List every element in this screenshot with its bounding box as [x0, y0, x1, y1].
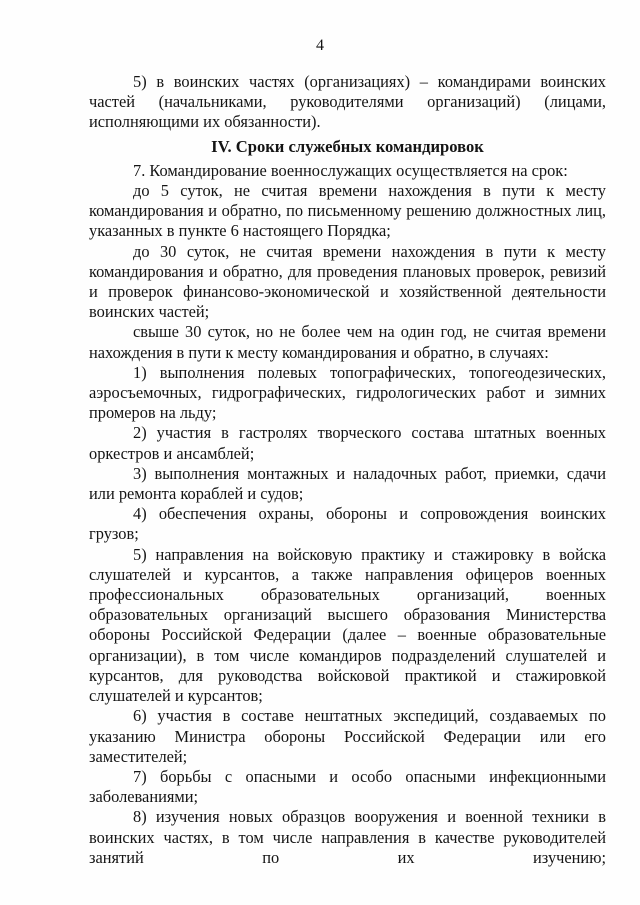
paragraph-authority-item-5: 5) в воинских частях (организациях) – командирами воинских частей (начальниками, руководителями организаций) (лицами, исполняющими их обязанности). [89, 72, 606, 132]
paragraph-term-5-days: до 5 суток, не считая времени нахождения в пути к месту командирования и обратно, по письменному решению должностных лиц, указанных в пункте 6 настоящего Порядка; [89, 181, 606, 241]
list-item-4: 4) обеспечения охраны, обороны и сопровождения воинских грузов; [89, 504, 606, 544]
paragraph-term-30-days: до 30 суток, не считая времени нахождения в пути к месту командирования и обратно, для проведения плановых проверок, ревизий и проверок финансово-экономической и хозяйственной деятельности воинских частей; [89, 241, 606, 322]
paragraph-item-7-intro: 7. Командирование военнослужащих осуществляется на срок: [133, 160, 568, 180]
section-heading: IV. Сроки служебных командировок [211, 136, 484, 156]
list-item-2: 2) участия в гастролях творческого состава штатных военных оркестров и ансамблей; [89, 423, 606, 463]
paragraph-term-over-30-days: свыше 30 суток, но не более чем на один год, не считая времени нахождения в пути к месту командирования и обратно, в случаях: [89, 322, 606, 362]
page-number: 4 [316, 37, 324, 54]
list-item-8: 8) изучения новых образцов вооружения и военной техники в воинских частях, в том числе направления в качестве руководителей занятий по их изучению; [89, 807, 606, 867]
list-item-1: 1) выполнения полевых топографических, топогеодезических, аэросъемочных, гидрографических, гидрологических работ и зимних промеров на льду; [89, 362, 606, 423]
list-item-3: 3) выполнения монтажных и наладочных работ, приемки, сдачи или ремонта кораблей и судов; [89, 463, 606, 504]
page-content [89, 72, 606, 868]
list-item-6: 6) участия в составе нештатных экспедиций, создаваемых по указанию Министра обороны Российской Федерации или его заместителей; [89, 706, 606, 766]
list-item-7: 7) борьбы с опасными и особо опасными инфекционными заболеваниями; [89, 766, 606, 807]
list-item-5: 5) направления на войсковую практику и стажировку в войска слушателей и курсантов, а также направления офицеров военных профессиональных образовательных организаций, военных образовательных организаций высшего образования Министерства обороны Российской Федерации (далее – военные образовательные организации), в том числе командиров подразделений слушателей и курсантов, для руководства войсковой практикой и стажировкой слушателей и курсантов; [89, 544, 606, 706]
